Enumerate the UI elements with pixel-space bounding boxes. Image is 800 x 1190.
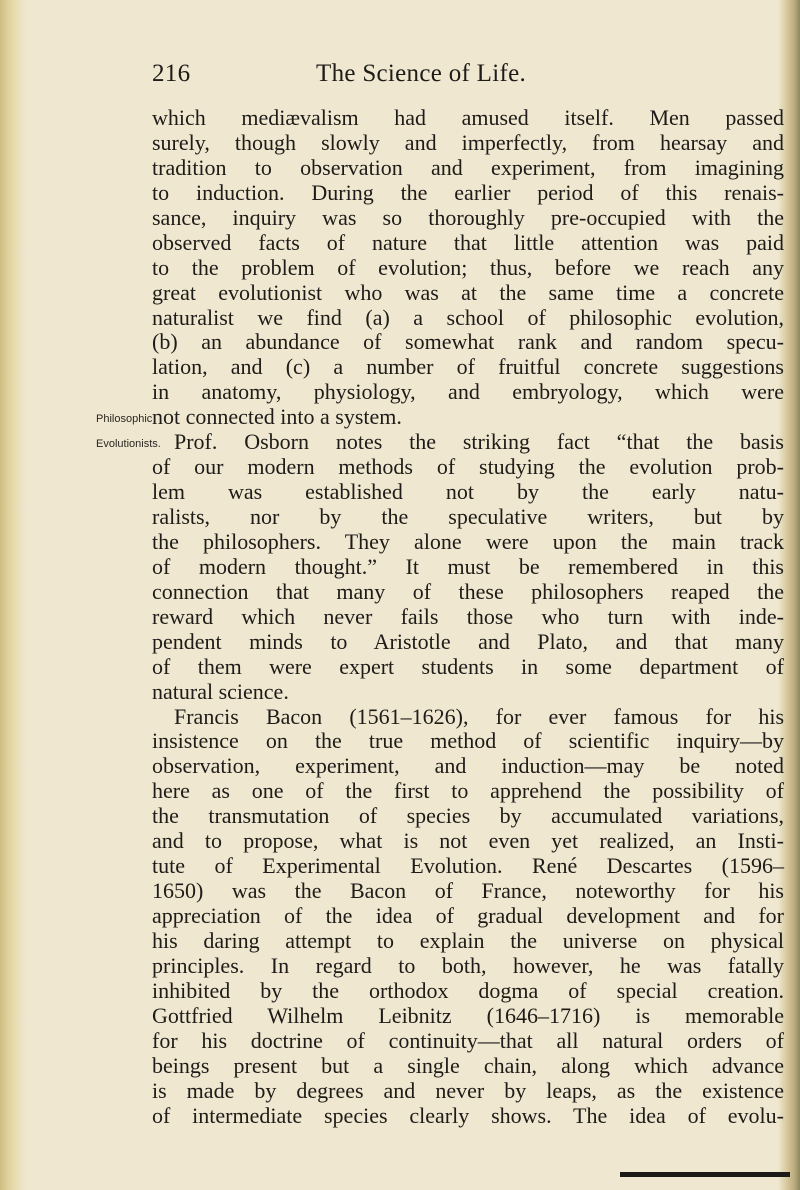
text-line: Francis Bacon (1561–1626), for ever famous for his xyxy=(174,703,784,729)
text-line: natural science. xyxy=(152,678,289,704)
text-line: not connected into a system. xyxy=(152,404,402,430)
text-line: and to propose, what is not even yet realized, an Insti- xyxy=(152,828,784,854)
text-line: naturalist we find (a) a school of philosophic evolution, xyxy=(152,304,784,330)
text-line: which mediævalism had amused itself. Men passed xyxy=(152,105,784,130)
text-line: his daring attempt to explain the universe on physical xyxy=(152,927,784,953)
text-line: of modern thought.” It must be remembered in this xyxy=(152,553,784,579)
text-line: 1650) was the Bacon of France, noteworthy for his xyxy=(152,878,784,904)
text-line: Gottfried Wilhelm Leibnitz (1646–1716) is memorable xyxy=(152,1002,784,1028)
text-line: lation, and (c) a number of fruitful concrete suggestions xyxy=(152,354,784,380)
text-line: lem was established not by the early natu- xyxy=(152,479,784,505)
text-line: for his doctrine of continuity—that all natural orders of xyxy=(152,1027,784,1053)
text-line: beings present but a single chain, along which advance xyxy=(152,1052,784,1078)
text-line: tute of Experimental Evolution. René Descartes (1596– xyxy=(152,853,784,879)
margin-note-philosophic: Philosophic xyxy=(96,413,153,425)
text-line: of intermediate species clearly shows. The idea of evolu- xyxy=(152,1102,784,1128)
page-number: 216 xyxy=(152,60,191,87)
text-line: of them were expert students in some department of xyxy=(152,653,784,679)
text-line: the philosophers. They alone were upon the main track xyxy=(152,528,784,554)
text-line: of our modern methods of studying the evolution prob- xyxy=(152,454,784,480)
text-line: in anatomy, physiology, and embryology, which were xyxy=(152,379,784,405)
text-line: tradition to observation and experiment, from imagining xyxy=(152,154,784,180)
text-line: the transmutation of species by accumulated variations, xyxy=(152,803,784,829)
text-line: sance, inquiry was so thoroughly pre-occupied with the xyxy=(152,204,784,230)
margin-note-evolutionists: Evolutionists. xyxy=(96,438,161,450)
body-text xyxy=(152,106,784,1128)
text-line: here as one of the first to apprehend the possibility of xyxy=(152,778,784,804)
text-line: reward which never fails those who turn with inde- xyxy=(152,603,784,629)
text-line: insistence on the true method of scientific inquiry—by xyxy=(152,728,784,754)
text-line: to the problem of evolution; thus, before we reach any xyxy=(152,254,784,280)
text-line: Prof. Osborn notes the striking fact “that the basis xyxy=(174,429,784,455)
text-line: inhibited by the orthodox dogma of special creation. xyxy=(152,977,784,1003)
text-line: connection that many of these philosophers reaped the xyxy=(152,578,784,604)
text-line: ralists, nor by the speculative writers, but by xyxy=(152,504,784,529)
text-line: principles. In regard to both, however, he was fatally xyxy=(152,952,784,978)
text-line: observation, experiment, and induction—may be noted xyxy=(152,753,784,779)
text-line: to induction. During the earlier period of this renais- xyxy=(152,179,784,205)
bottom-rule xyxy=(620,1172,790,1177)
text-line: (b) an abundance of somewhat rank and random specu- xyxy=(152,329,784,355)
text-line: appreciation of the idea of gradual development and for xyxy=(152,903,784,928)
running-head xyxy=(152,60,792,94)
header-title: The Science of Life. xyxy=(316,60,527,87)
text-line: surely, though slowly and imperfectly, from hearsay and xyxy=(152,129,784,155)
text-line: is made by degrees and never by leaps, as the existence xyxy=(152,1077,784,1103)
text-line: great evolutionist who was at the same time a concrete xyxy=(152,279,784,305)
page-binding-edge xyxy=(0,0,26,1190)
text-line: observed facts of nature that little attention was paid xyxy=(152,229,784,255)
text-line: pendent minds to Aristotle and Plato, and that many xyxy=(152,628,784,654)
